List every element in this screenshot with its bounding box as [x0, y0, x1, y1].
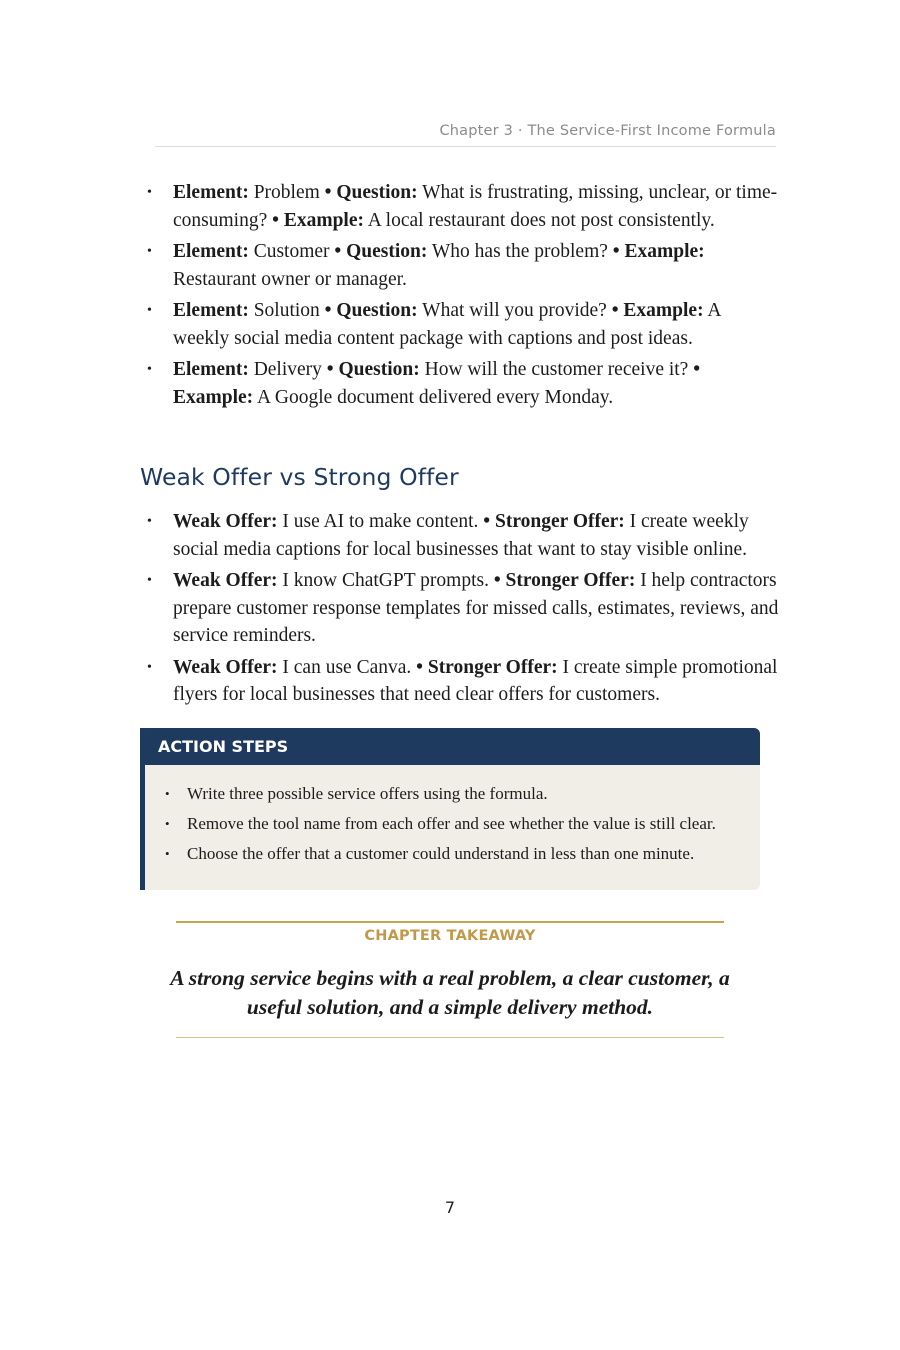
element-label: Element:	[173, 359, 249, 380]
separator: •	[611, 300, 619, 321]
bullet-icon: •	[165, 846, 170, 861]
element-label: Element:	[173, 182, 249, 203]
list-item	[162, 843, 760, 865]
list-item	[162, 813, 760, 835]
bullet-icon: •	[147, 514, 152, 529]
bullet-icon: •	[147, 185, 152, 200]
separator: •	[416, 656, 423, 678]
separator: •	[272, 209, 279, 231]
question-value: How will the customer receive it?	[424, 359, 689, 380]
element-value: Customer	[253, 241, 330, 262]
list-item	[141, 356, 781, 411]
list-item	[141, 297, 781, 352]
weak-offer-value: I can use Canva.	[282, 656, 412, 678]
action-step-text: Write three possible service offers using the formula.	[187, 784, 548, 803]
separator: •	[324, 300, 332, 321]
example-value: A Google document delivered every Monday.	[256, 386, 614, 408]
strong-offer-label: Stronger Offer:	[505, 570, 636, 591]
separator: •	[493, 570, 501, 591]
separator: •	[326, 359, 334, 380]
element-value: Solution	[253, 300, 320, 321]
example-value: A local restaurant does not post consistently.	[367, 209, 715, 231]
bullet-icon: •	[147, 303, 152, 318]
question-label: Question:	[336, 300, 418, 321]
strong-offer-label: Stronger Offer:	[427, 656, 558, 678]
bullet-icon: •	[165, 786, 170, 801]
weak-offer-label: Weak Offer:	[173, 511, 278, 532]
page-number: 7	[444, 1198, 456, 1217]
section-heading: Weak Offer vs Strong Offer	[140, 463, 459, 491]
list-item	[141, 179, 781, 234]
bullet-icon: •	[147, 573, 152, 588]
element-label: Element:	[173, 300, 249, 321]
question-label: Question:	[336, 182, 418, 203]
separator: •	[612, 241, 620, 262]
running-header: Chapter 3 · The Service-First Income Formula	[155, 123, 776, 147]
weak-offer-label: Weak Offer:	[173, 656, 278, 678]
example-label: Example:	[283, 209, 364, 231]
separator: •	[324, 182, 332, 203]
list-item	[141, 238, 781, 293]
example-label: Example:	[623, 300, 704, 321]
example-value: A weekly social media content package with captions and post ideas.	[173, 300, 721, 349]
element-value: Delivery	[253, 359, 322, 380]
action-steps-box	[140, 728, 760, 890]
bullet-icon: •	[147, 659, 152, 675]
weak-offer-value: I use AI to make content.	[282, 511, 479, 532]
list-item	[141, 567, 781, 650]
action-step-text: Remove the tool name from each offer and see whether the value is still clear.	[187, 814, 716, 833]
list-item	[141, 654, 781, 709]
strong-offer-value: I help contractors prepare customer response templates for missed calls, estimates, reviews, and service reminders.	[173, 570, 779, 646]
question-label: Question:	[346, 241, 428, 262]
action-steps-list	[145, 765, 760, 865]
action-steps-title: ACTION STEPS	[140, 728, 760, 765]
formula-elements-list	[141, 179, 781, 415]
list-item	[141, 508, 781, 563]
strong-offer-label: Stronger Offer:	[495, 511, 625, 532]
weak-offer-label: Weak Offer:	[173, 570, 278, 591]
bullet-icon: •	[147, 362, 152, 377]
chapter-takeaway	[170, 921, 730, 1038]
example-label: Example:	[173, 386, 254, 408]
strong-offer-value: I create weekly social media captions for local businesses that want to stay visible online.	[173, 511, 749, 560]
question-value: What is frustrating, missing, unclear, or time-consuming?	[173, 182, 778, 231]
takeaway-label: CHAPTER TAKEAWAY	[364, 928, 536, 944]
weak-offer-value: I know ChatGPT prompts.	[282, 570, 489, 591]
action-step-text: Choose the offer that a customer could understand in less than one minute.	[187, 844, 695, 863]
question-label: Question:	[338, 359, 420, 380]
separator: •	[693, 359, 701, 380]
example-value: Restaurant owner or manager.	[173, 268, 407, 290]
question-value: What will you provide?	[422, 300, 607, 321]
element-label: Element:	[173, 241, 249, 262]
element-value: Problem	[253, 182, 320, 203]
separator: •	[483, 511, 491, 532]
separator: •	[334, 241, 342, 262]
bullet-icon: •	[147, 244, 152, 259]
question-value: Who has the problem?	[431, 241, 608, 262]
takeaway-quote: A strong service begins with a real problem, a clear customer, a useful solution, and a simple delivery method.	[170, 966, 730, 1019]
strong-offer-value: I create simple promotional flyers for local businesses that need clear offers for customers.	[173, 656, 778, 705]
offers-comparison-list	[141, 508, 781, 713]
bullet-icon: •	[165, 816, 170, 831]
example-label: Example:	[624, 241, 705, 262]
list-item	[162, 783, 760, 805]
